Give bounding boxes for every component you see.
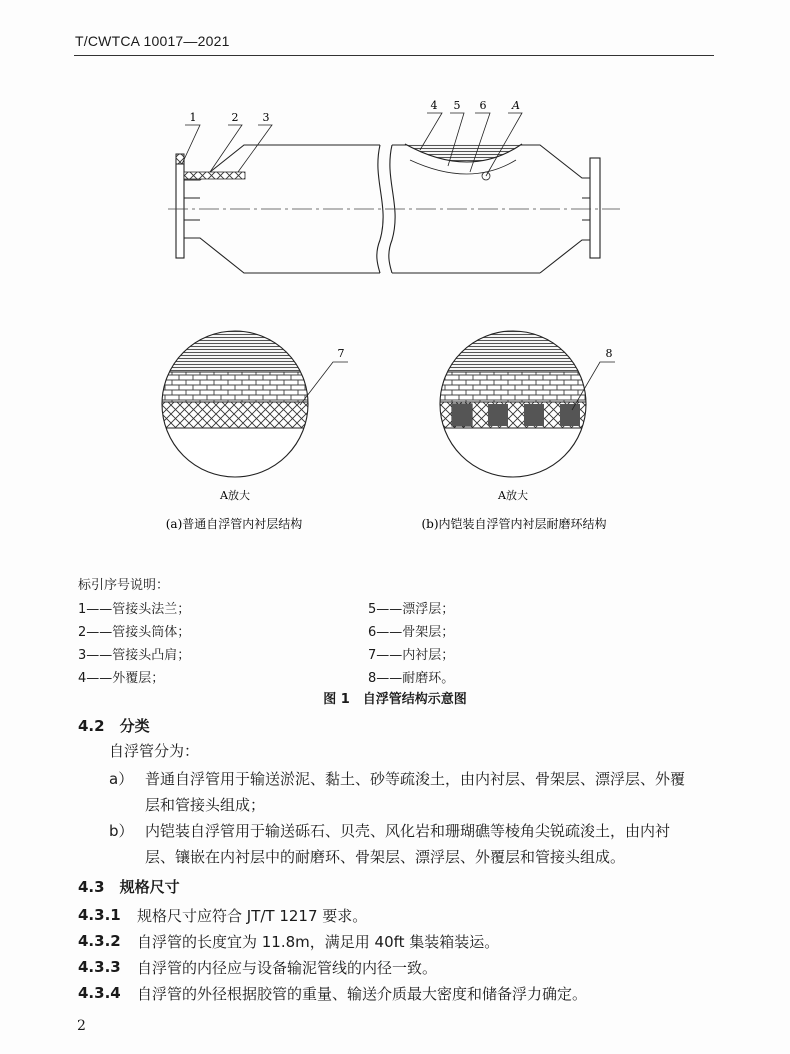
callout-8: 8 (605, 347, 613, 360)
callout-7: 7 (337, 347, 345, 360)
clause-text: 自浮管的内径应与设备输泥管线的内径一致。 (137, 959, 438, 977)
page-number: 2 (77, 1018, 86, 1034)
detail-b-caption: (b)内铠装自浮管内衬层耐磨环结构 (421, 517, 607, 531)
callout-4: 4 (430, 99, 438, 112)
clause-text: 自浮管的长度宜为 11.8m，满足用 40ft 集装箱装运。 (137, 933, 500, 951)
detail-a-circle (160, 330, 348, 488)
legend-item: 7——内衬层； (368, 648, 455, 663)
clause-text: 自浮管的外径根据胶管的重量、输送介质最大密度和储备浮力确定。 (137, 985, 588, 1003)
detail-b-circle (438, 330, 615, 488)
callout-1: 1 (189, 111, 197, 124)
section-intro: 自浮管分为： (109, 742, 200, 760)
clause-number: 4.3.1 (78, 906, 121, 924)
list-item-line: 普通自浮管用于输送淤泥、黏土、砂等疏浚土，由内衬层、骨架层、漂浮层、外覆 (145, 770, 686, 788)
clause-number: 4.3.2 (78, 932, 121, 950)
section-heading-4-3: 4.3 规格尺寸 (78, 878, 180, 896)
legend-title: 标引序号说明： (78, 578, 170, 593)
detail-b-magnify: A放大 (498, 489, 528, 502)
list-item-line: 层、镶嵌在内衬层中的耐磨环、骨架层、漂浮层、外覆层和管接头组成。 (145, 848, 626, 866)
legend-item: 4——外覆层； (78, 671, 165, 686)
legend-item: 5——漂浮层； (368, 602, 455, 617)
clause-number: 4.3.3 (78, 958, 121, 976)
legend-item: 3——管接头凸肩； (78, 648, 191, 663)
callout-A: A (512, 99, 520, 112)
callout-3: 3 (262, 111, 270, 124)
legend-item: 1——管接头法兰； (78, 602, 191, 617)
figure-title: 图 1 自浮管结构示意图 (323, 692, 467, 707)
standard-code: T/CWTCA 10017—2021 (75, 33, 230, 49)
legend-item: 6——骨架层； (368, 625, 455, 640)
list-item-line: 层和管接头组成； (145, 796, 266, 814)
detail-a-caption: (a)普通自浮管内衬层结构 (165, 517, 303, 531)
legend-item: 8——耐磨环。 (368, 671, 455, 686)
callout-2: 2 (231, 111, 239, 124)
clause-text: 规格尺寸应符合 JT/T 1217 要求。 (137, 907, 368, 925)
clause-number: 4.3.4 (78, 984, 121, 1002)
callout-6: 6 (479, 99, 487, 112)
callout-5: 5 (453, 99, 461, 112)
detail-a-magnify: A放大 (220, 489, 250, 502)
list-marker: b） (109, 822, 134, 840)
list-marker: a） (109, 770, 134, 788)
section-heading-4-2: 4.2 分类 (78, 717, 150, 735)
legend-item: 2——管接头筒体； (78, 625, 191, 640)
list-item-line: 内铠装自浮管用于输送砾石、贝壳、风化岩和珊瑚礁等棱角尖锐疏浚土，由内衬 (145, 822, 671, 840)
